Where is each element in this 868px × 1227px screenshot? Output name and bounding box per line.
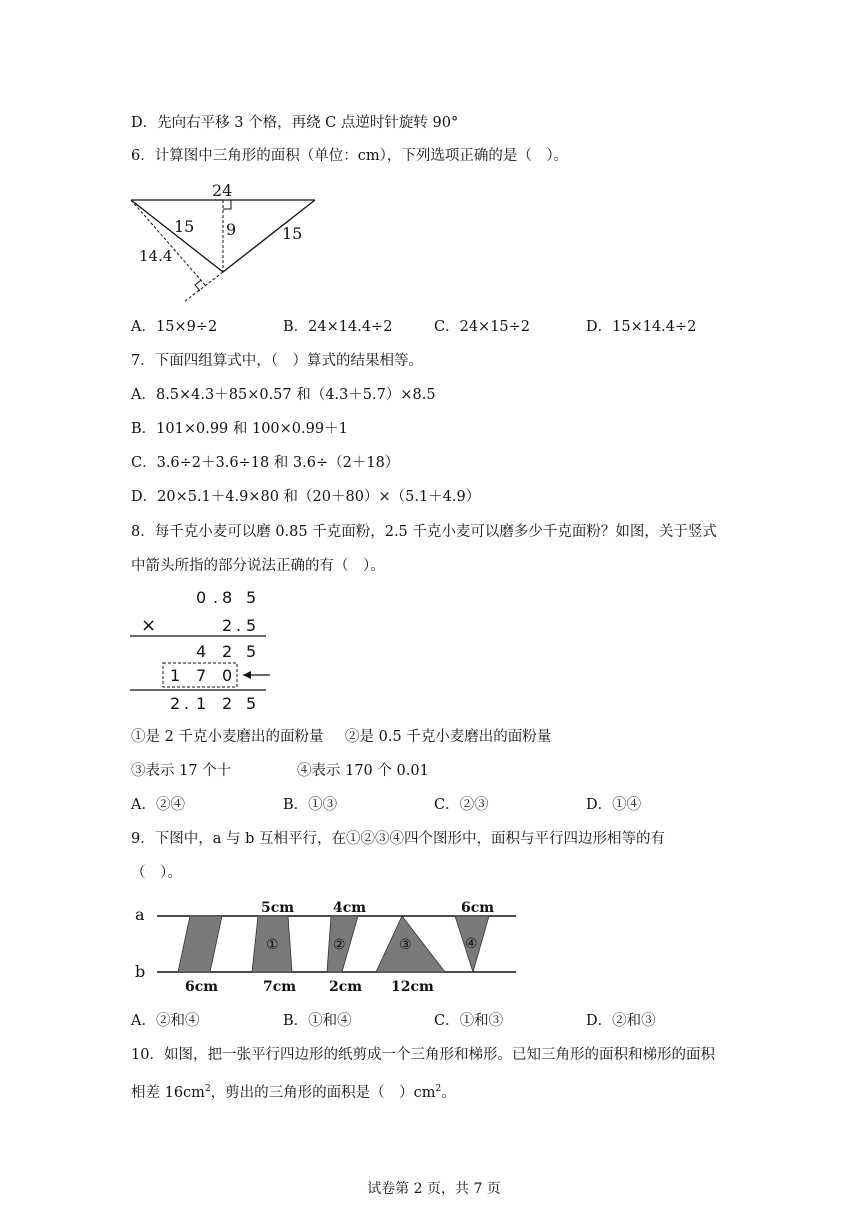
q8-statement-2: ②是 0.5 千克小麦磨出的面粉量: [345, 729, 552, 745]
q9-top-label-4cm: 4cm: [333, 900, 367, 916]
calc-times-sign: ×: [141, 615, 157, 636]
q7-option-b: B．101×0.99 和 100×0.99＋1: [131, 421, 348, 437]
calc-row5-digit: 2: [222, 694, 233, 713]
calc-row1-point: .: [213, 588, 219, 607]
calc-row1-digit: 0: [196, 588, 207, 607]
q9-shape-4-label: ④: [465, 936, 478, 952]
q8-option-b: B．①③: [283, 797, 338, 813]
q9-top-label-5cm: 5cm: [261, 900, 295, 916]
q7-option-d: D．20×5.1＋4.9×80 和（20＋80）×（5.1＋4.9）: [131, 489, 481, 505]
q10-stem-line1: 10．如图，把一张平行四边形的纸剪成一个三角形和梯形。已知三角形的面积和梯形的面积: [131, 1047, 715, 1063]
q6-label-right: 15: [282, 224, 303, 243]
q5-option-d: D．先向右平移 3 个格，再绕 C 点逆时针旋转 90°: [131, 115, 459, 131]
q9-bottom-label-2cm: 2cm: [329, 979, 363, 995]
q10-superscript: 2: [435, 1084, 442, 1094]
q9-option-b: B．①和④: [283, 1013, 352, 1029]
q9-option-c: C．①和③: [434, 1013, 504, 1029]
q10-stem-line2: [131, 1079, 456, 1103]
q6-label-left: 15: [174, 217, 195, 236]
q9-label-a: a: [135, 905, 145, 924]
q9-shape-3-label: ③: [399, 937, 412, 953]
q9-bottom-label-12cm: 12cm: [391, 979, 434, 995]
q9-top-label-6cm: 6cm: [461, 900, 495, 916]
q9-option-d: D．②和③: [586, 1013, 656, 1029]
q6-option-d: D．15×14.4÷2: [586, 319, 697, 335]
q6-option-c: C．24×15÷2: [434, 319, 531, 335]
q8-option-a: A．②④: [131, 797, 185, 813]
calc-row4-digit: 0: [222, 666, 233, 685]
q8-option-d: D．①④: [586, 797, 642, 813]
calc-row5-point: .: [184, 694, 190, 713]
q6-label-top: 24: [212, 181, 233, 200]
q6-label-height: 9: [226, 220, 237, 239]
calc-row3-digit: 4: [196, 642, 207, 661]
calc-row4-digit: 1: [170, 666, 181, 685]
q9-stem-line1: 9．下图中，a 与 b 互相平行，在①②③④四个图形中，面积与平行四边形相等的有: [131, 831, 665, 847]
q9-option-a: A．②和④: [131, 1013, 200, 1029]
calc-row4-digit: 7: [196, 666, 207, 685]
q8-statement-1: ①是 2 千克小麦磨出的面粉量: [131, 729, 324, 745]
q10-superscript: 2: [204, 1084, 211, 1094]
q6-option-b: B．24×14.4÷2: [283, 319, 393, 335]
calc-row1-digit: 8: [222, 588, 233, 607]
q8-stem-line2: 中箭头所指的部分说法正确的有（ ）。: [131, 558, 385, 574]
calc-row5-digit: 5: [246, 694, 257, 713]
q8-statement-3: ③表示 17 个十: [131, 763, 232, 779]
q6-stem: 6．计算图中三角形的面积（单位：cm），下列选项正确的是（ ）。: [131, 148, 569, 164]
q10-text-part: 相差 16cm: [131, 1084, 205, 1101]
q9-stem-line2: （ ）。: [131, 865, 182, 881]
q10-text-part: ，剪出的三角形的面积是（ ）cm: [210, 1084, 436, 1101]
q9-parallelogram: [178, 916, 222, 972]
q7-stem: 7．下面四组算式中，（ ）算式的结果相等。: [131, 353, 423, 369]
calc-row3-digit: 5: [246, 642, 257, 661]
q8-stem-line1: 8．每千克小麦可以磨 0.85 千克面粉，2.5 千克小麦可以磨多少千克面粉？如图，关于竖式: [131, 524, 717, 540]
page-footer: 试卷第 2 页，共 7 页: [367, 1181, 501, 1197]
calc-row2-digit: 5: [246, 616, 257, 635]
q8-statement-4: ④表示 170 个 0.01: [297, 763, 429, 779]
calc-row2-point: .: [236, 616, 242, 635]
q9-shape-2-label: ②: [333, 937, 346, 953]
q6-label-ext-height: 14.4: [139, 247, 173, 265]
calc-row5-digit: 2: [170, 694, 181, 713]
calc-row2-digit: 2: [222, 616, 233, 635]
q9-bottom-label-6cm: 6cm: [185, 979, 219, 995]
q9-label-b: b: [135, 962, 146, 981]
q6-option-a: A．15×9÷2: [131, 319, 218, 335]
calc-row1-digit: 5: [246, 588, 257, 607]
q7-option-c: C．3.6÷2＋3.6÷18 和 3.6÷（2＋18）: [131, 455, 400, 471]
q9-shape-1-label: ①: [266, 937, 279, 953]
calc-row3-digit: 2: [222, 642, 233, 661]
q9-bottom-label-7cm: 7cm: [263, 979, 297, 995]
q10-text-part: 。: [441, 1084, 456, 1101]
calc-row5-digit: 1: [196, 694, 207, 713]
q7-option-a: A．8.5×4.3＋85×0.57 和（4.3＋5.7）×8.5: [131, 387, 436, 403]
q8-option-c: C．②③: [434, 797, 489, 813]
